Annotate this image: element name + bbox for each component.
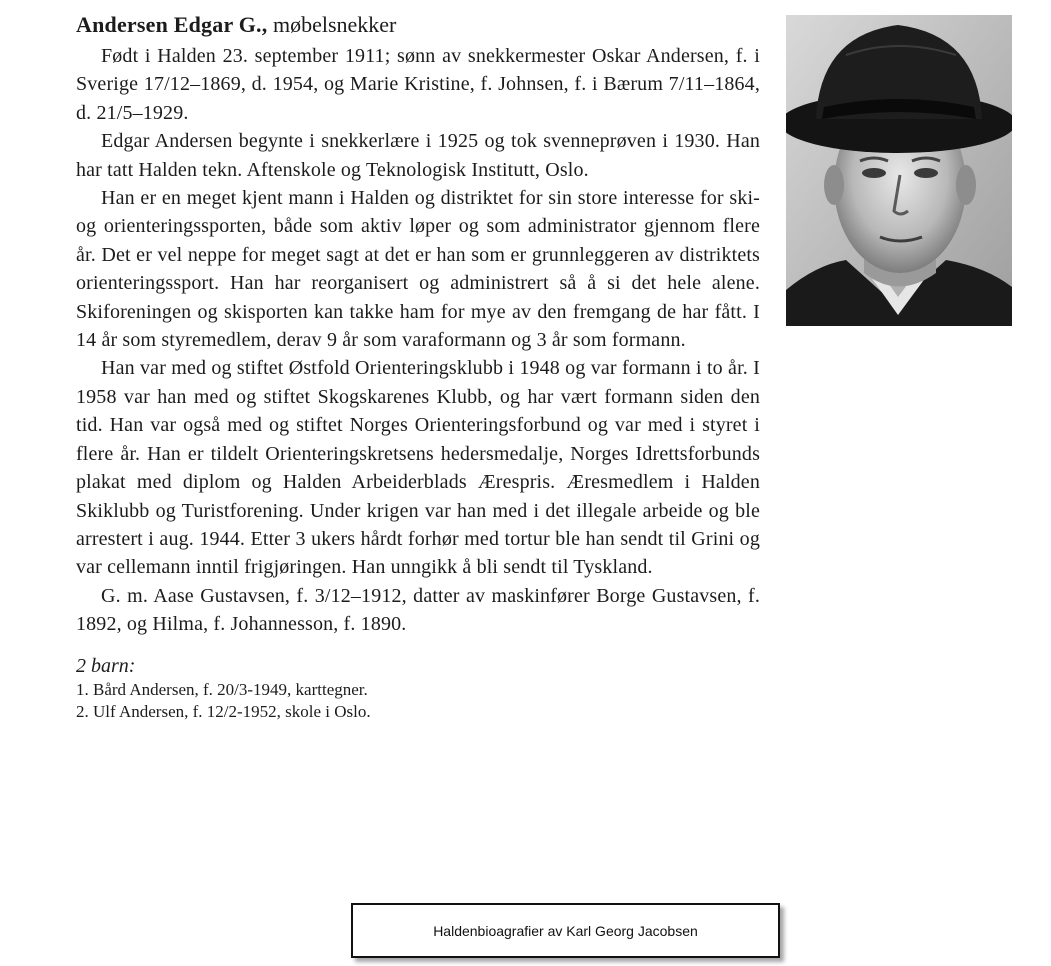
portrait-photo-icon (786, 15, 1012, 326)
paragraph-clubs: Han var med og stiftet Østfold Orienteringsklubb i 1948 og var formann i to år. I 1958 var han med og stiftet Skogskarenes Klubb, og har vært formann siden den tid. Han var også med og stiftet Norges Orienteringsforbund og var med i styret i flere år. Han er tildelt Orienteringskretsens hedersmedalje, Norges Idrettsforbunds plakat med diplom og Halden Arbeiderblads Ærespris. Æresmedlem i Halden Skiklubb og Turistforening. Under krigen var han med i det illegale arbeide og ble arrestert i aug. 1944. Etter 3 ukers hårdt forhør med tortur ble han sendt til Grini og var cellemann inntil frigjøringen. Han unngikk å bli sendt til Tyskland. (76, 357, 760, 579)
person-name: Andersen Edgar G., (76, 12, 268, 37)
footer-caption: Haldenbioagrafier av Karl Georg Jacobsen (433, 922, 698, 939)
person-occupation: møbelsnekker (267, 12, 397, 37)
list-item: 1. Bård Andersen, f. 20/3-1949, karttegner. (76, 679, 368, 699)
portrait-photo (786, 15, 1012, 326)
biography-text (76, 8, 760, 723)
list-item: 2. Ulf Andersen, f. 12/2-1952, skole i Oslo. (76, 701, 371, 721)
children-heading: 2 barn: (76, 654, 136, 677)
paragraph-birth: Født i Halden 23. september 1911; sønn av snekkermester Oskar Andersen, f. i Sverige 17/12–1869, d. 1954, og Marie Kristine, f. Johnsen, f. i Bærum 7/11–1864, d. 21/5–1929. (76, 45, 760, 124)
entry-heading (76, 8, 760, 42)
paragraph-education: Edgar Andersen begynte i snekkerlære i 1925 og tok svenneprøven i 1930. Han har tatt Halden tekn. Aftenskole og Teknologisk Institutt, Oslo. (76, 130, 760, 181)
paragraph-marriage: G. m. Aase Gustavsen, f. 3/12–1912, datter av maskinfører Borge Gustavsen, f. 1892, og Hilma, f. Johannesson, f. 1890. (76, 584, 760, 636)
footer-caption-box (351, 903, 780, 958)
paragraph-sports: Han er en meget kjent mann i Halden og distriktet for sin store interesse for ski- og orienteringssporten, både som aktiv løper og som administrator gjennom flere år. Det er vel neppe for meget sagt at det er han som er grunnleggeren av distriktets orienteringssport. Han har reorganisert og administrert så å si det hele alene. Skiforeningen og skisporten kan takke ham for mye av den fremgang de har fått. I 14 år som styremedlem, derav 9 år som varaformann og 3 år som formann. (76, 187, 760, 352)
children-list (76, 679, 760, 723)
